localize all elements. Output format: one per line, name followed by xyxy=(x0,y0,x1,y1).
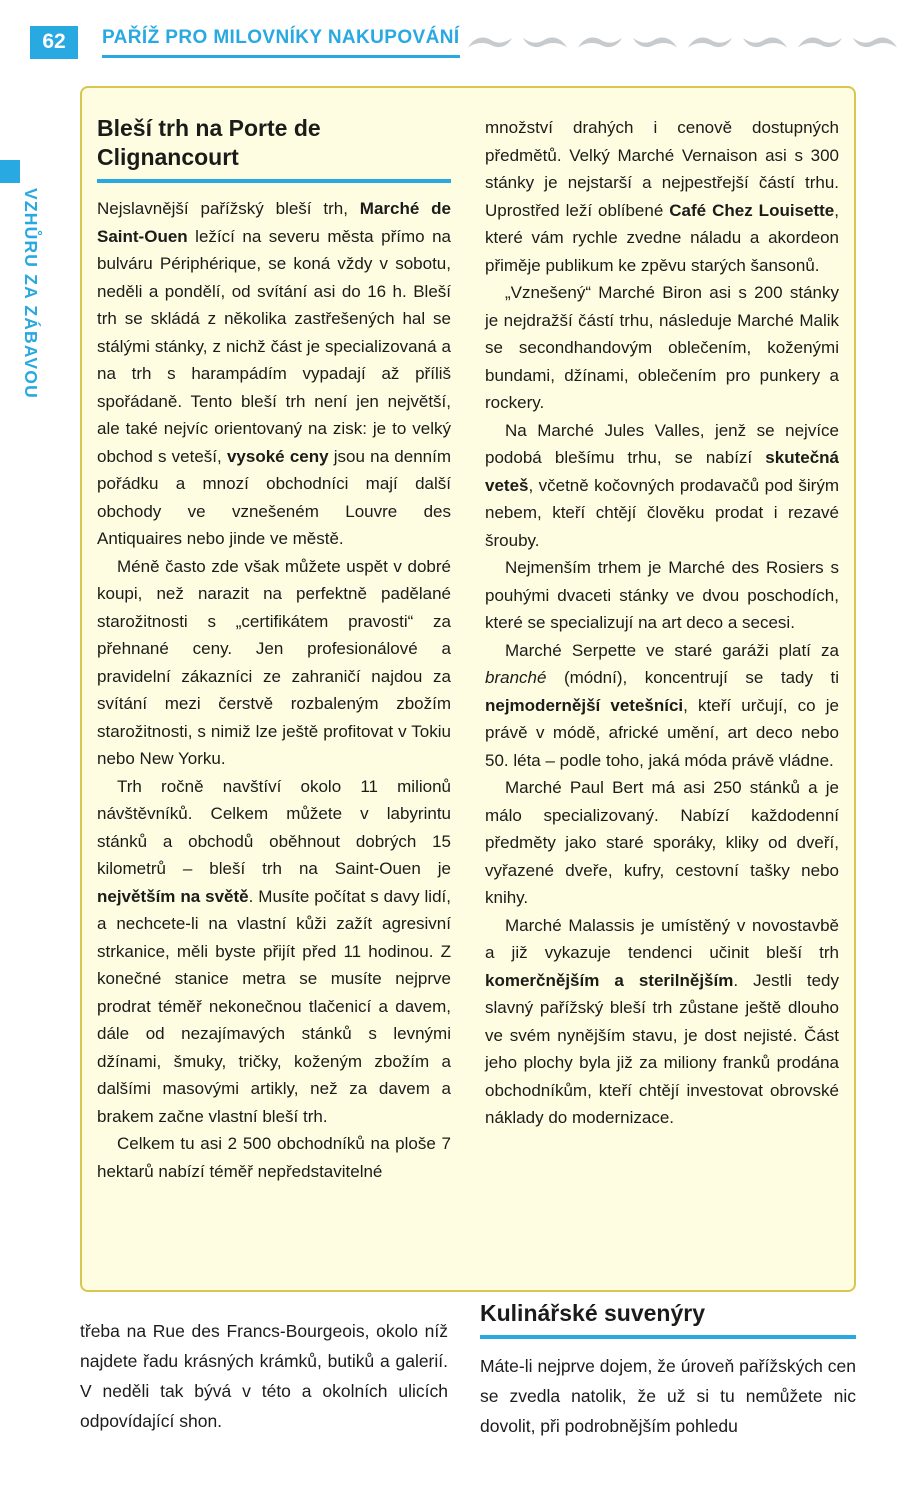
paragraph: Trh ročně navštíví okolo 11 milionů návštěvníků. Celkem můžete v labyrintu stánků a obchodů oběhnout dobrých 15 kilometrů – bleší trh na Saint-Ouen je největším na světě. Musíte počítat s davy lidí, a nechcete-li na vlastní kůži zažít agresivní strkanice, měli byste přijít před 11 hodinou. Z konečné stanice metra se musíte nejprve prodrat téměř nekonečnou tlačenicí a davem, dále od nezajímavých stánků s levnými džínami, šmuky, tričky, koženým zbožím a dalšími masovými artikly, než za davem a brakem začne vlastní bleší trh. xyxy=(97,776,451,1126)
paragraph: Nejslavnější pařížský bleší trh, Marché de Saint-Ouen ležící na severu města přímo na bulváru Périphérique, se koná vždy v sobotu, neděli a pondělí, od svítání asi do 16 h. Bleší trh se skládá z několika zastřešených hal se stálými stánky, z nichž část je specializovaná a na trh s harampádím vypadají až příliš spořádaně. Tento bleší trh není jen největší, ale také nejvíc orientovaný na zisk: je to velký obchod s veteší, vysoké ceny jsou na denním pořádku a mnozí obchodníci mají další obchody ve vznešeném Louvre des Antiquaires nebo jinde ve městě. xyxy=(97,199,451,549)
heading-rule xyxy=(97,179,451,183)
bird-ornament-icon xyxy=(742,34,788,51)
paragraph: Marché Serpette ve staré garáži platí za branché (módní), koncentrují se tady ti nejmodernější vetešníci, kteří určují, co je právě v módě, africké umění, art deco nebo 50. léta – podle toho, jaká móda právě vládne. xyxy=(485,640,839,770)
page-header xyxy=(30,22,898,62)
paragraph: množství drahých i cenově dostupných předmětů. Velký Marché Vernaison asi s 300 stánky je nejstarší a nejpestřejší částí trhu. Uprostřed leží oblíbené Café Chez Louisette, které vám rychle zvedne náladu a akordeon přiměje publikum ke zpěvu starých šansonů. xyxy=(485,118,839,275)
paragraph: Máte-li nejprve dojem, že úroveň pařížských cen se zvedla natolik, že už si tu nemůžete nic dovolit, při podrobnějším pohledu xyxy=(480,1356,856,1436)
paragraph: Nejmenším trhem je Marché des Rosiers s pouhými dvaceti stánky ve dvou poschodích, které se specializují na art deco a secesi. xyxy=(485,558,839,632)
paragraph: Marché Paul Bert má asi 250 stánků a je málo specializovaný. Nabízí každodenní předměty jako staré sporáky, kliky od dveří, vyřazené dveře, kufry, cestovní tašky nebo knihy. xyxy=(485,778,839,907)
bird-ornament-icon xyxy=(522,34,568,51)
body-continuation-column xyxy=(80,1316,448,1436)
sidebar-section-label: VZHŮRU ZA ZÁBAVOU xyxy=(21,188,41,399)
bird-ornament-icon xyxy=(687,34,733,51)
bird-ornament-icon xyxy=(632,34,678,51)
header-title: PAŘÍŽ PRO MILOVNÍKY NAKUPOVÁNÍ xyxy=(102,27,460,58)
paragraph: třeba na Rue des Francs-Bourgeois, okolo níž najdete řadu krásných krámků, butiků a galerií. V neděli tak bývá v této a okolních ulicích odpovídající shon. xyxy=(80,1321,448,1431)
paragraph: Celkem tu asi 2 500 obchodníků na ploše 7 hektarů nabízí téměř nepředstavitelné xyxy=(97,1134,451,1181)
bird-ornament-icon xyxy=(467,34,513,51)
bird-ornament-icon xyxy=(797,34,843,51)
box-right-column xyxy=(485,114,839,1272)
bird-ornament-icon xyxy=(577,34,623,51)
header-ornaments xyxy=(467,34,898,51)
page-number: 62 xyxy=(30,26,78,59)
bird-ornament-icon xyxy=(852,34,898,51)
flea-market-feature-box xyxy=(80,86,856,1292)
paragraph: „Vznešený“ Marché Biron asi s 200 stánky je nejdražší částí trhu, následuje Marché Malik se secondhandovým oblečením, koženými bundami, džínami, oblečením pro punkery a rockery. xyxy=(485,283,839,412)
culinary-section xyxy=(480,1300,856,1441)
section-title-culinary: Kulinářské suvenýry xyxy=(480,1300,706,1326)
paragraph: Méně často zde však můžete uspět v dobré koupi, než narazit na perfektně padělané starožitnosti s „certifikátem pravosti“ za přehnané ceny. Jen profesionálové a pravidelní zákazníci ze zahraničí najdou za svítání mezi čerstvě rozbaleným zbožím starožitnosti, s nimiž lze ještě profitovat v Tokiu nebo New Yorku. xyxy=(97,556,451,769)
heading-rule xyxy=(480,1335,856,1339)
box-title: Bleší trh na Porte de Clignancourt xyxy=(97,115,321,170)
paragraph: Na Marché Jules Valles, jenž se nejvíce podobá blešímu trhu, se nabízí skutečná veteš, včetně kočovných prodavačů pod širým nebem, kteří chtějí člověku prodat i rezavé šrouby. xyxy=(485,420,839,550)
sidebar-tab-square xyxy=(0,160,20,183)
paragraph: Marché Malassis je umístěný v novostavbě a již vykazuje tendenci učinit bleší trh komerčnějším a sterilnějším. Jestli tedy slavný pařížský bleší trh zůstane ještě dlouho ve svém nynějším stavu, je dost nejisté. Část jeho plochy byla již za miliony franků prodána obchodníkům, kteří chtějí investovat obrovské náklady do modernizace. xyxy=(485,915,839,1127)
box-left-column xyxy=(97,114,451,1272)
